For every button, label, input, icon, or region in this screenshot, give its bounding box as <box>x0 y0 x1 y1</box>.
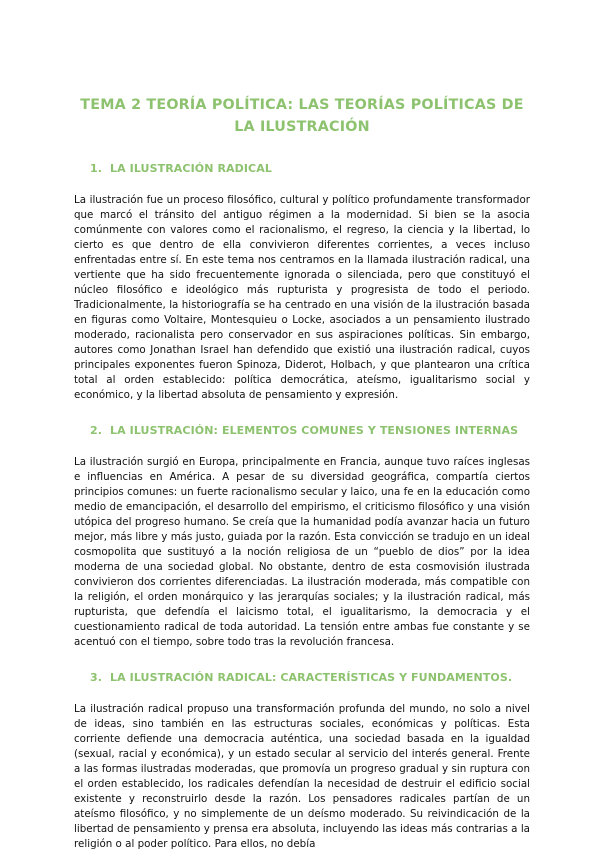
section-paragraph-3: La ilustración radical propuso una transformación profunda del mundo, no solo a nivel de ideas, sino también en las estructuras sociales, económicas y políticas. Esta corriente defiende una democracia auténtica, una sociedad basada en la igualdad (sexual, racial y económica), y un estado secular al servicio del interés general. Frente a las formas ilustradas moderadas, que promovía un progreso gradual y sin ruptura con el orden establecido, los radicales defendían la necesidad de destruir el edificio social existente y reconstruirlo desde la razón. Los pensadores radicales partían de un ateísmo filosófico, y no simplemente de un deísmo moderado. Su reivindicación de la libertad de pensamiento y prensa era absoluta, incluyendo las ideas más contrarias a la religión o al poder político. Para ellos, no debía <box>74 703 530 850</box>
section-title: LA ILUSTRACIÓN: ELEMENTOS COMUNES Y TENSIONES INTERNAS <box>110 424 519 437</box>
document-title: TEMA 2 TEORÍA POLÍTICA: LAS TEORÍAS POLÍTICAS DE LA ILUSTRACIÓN <box>80 97 524 135</box>
section-number: 3. <box>90 671 103 684</box>
section-title: LA ILUSTRACIÓN RADICAL <box>110 162 272 175</box>
section-number: 1. <box>90 162 103 175</box>
section-title: LA ILUSTRACIÓN RADICAL: CARACTERÍSTICAS Y FUNDAMENTOS. <box>110 671 513 684</box>
section-heading-2 <box>90 424 530 438</box>
section-heading-1 <box>90 162 530 176</box>
section-number: 2. <box>90 424 103 437</box>
section-heading-3 <box>90 671 530 685</box>
section-paragraph-2: La ilustración surgió en Europa, principalmente en Francia, aunque tuvo raíces inglesas e influencias en América. A pesar de su diversidad geográfica, compartía ciertos principios comunes: un fuerte racionalismo secular y laico, una fe en la educación como medio de emancipación, el desarrollo del empirismo, el criticismo filosófico y una visión utópica del progreso humano. Se creía que la humanidad podía avanzar hacia un futuro mejor, más libre y más justo, guiada por la razón. Esta convicción se tradujo en un ideal cosmopolita que sustituyó a la noción religiosa de un “pueblo de dios” por la idea moderna de una sociedad global. No obstante, dentro de esta cosmovisión ilustrada convivieron dos corrientes diferenciadas. La ilustración moderada, más compatible con la religión, el orden monárquico y las jerarquías sociales; y la ilustración radical, más rupturista, que defendía el laicismo total, el igualitarismo, la democracia y el cuestionamiento radical de toda autoridad. La tensión entre ambas fue constante y se acentuó con el tiempo, sobre todo tras la revolución francesa. <box>74 456 530 648</box>
section-paragraph-1: La ilustración fue un proceso filosófico, cultural y político profundamente transformador que marcó el tránsito del antiguo régimen a la modernidad. Si bien se la asocia comúnmente con valores como el racionalismo, el regreso, la ciencia y la libertad, lo cierto es que dentro de ella convivieron diferentes corrientes, a veces incluso enfrentadas entre sí. En este tema nos centramos en la llamada ilustración radical, una vertiente que ha sido frecuentemente ignorada o silenciada, pero que constituyó el núcleo filosófico e ideológico más rupturista y progresista de todo el periodo. Tradicionalmente, la historiografía se ha centrado en una visión de la ilustración basada en figuras como Voltaire, Montesquieu o Locke, asociados a un pensamiento ilustrado moderado, racionalista pero conservador en sus aspiraciones políticas. Sin embargo, autores como Jonathan Israel han defendido que existió una ilustración radical, cuyos principales exponentes fueron Spinoza, Diderot, Holbach, y que plantearon una crítica total al orden establecido: política democrática, ateísmo, igualitarismo social y económico, y la libertad absoluta de pensamiento y expresión. <box>74 194 530 401</box>
